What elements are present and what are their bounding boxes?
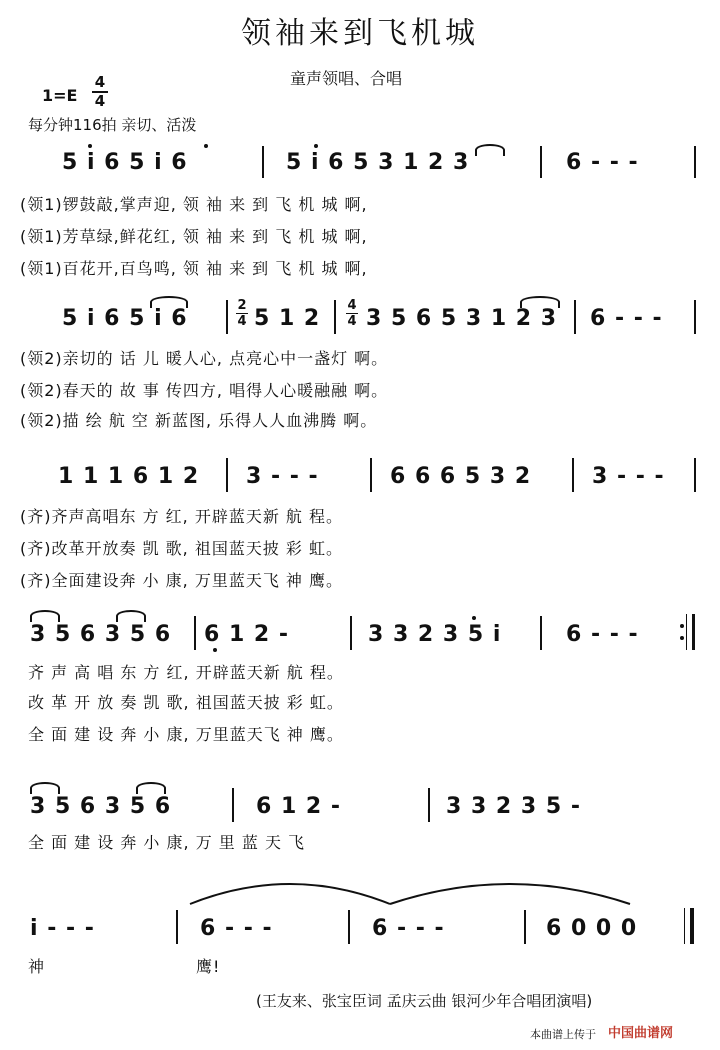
barline xyxy=(572,458,574,492)
lyric-line: 全 面 建 设 奔 小 康, 万里蓝天飞 神 鹰。 xyxy=(28,725,344,744)
barline xyxy=(524,910,526,944)
notes-measure: i - - - xyxy=(30,916,95,941)
notes-measure: 6 - - - xyxy=(200,916,273,941)
barline xyxy=(574,300,576,334)
time-change-4-4: 4 4 xyxy=(347,298,357,329)
repeat-dot xyxy=(680,624,684,628)
barline xyxy=(370,458,372,492)
notes-measure: 6 1 2 - xyxy=(256,794,342,819)
repeat-barline-thick xyxy=(692,614,695,650)
notes-measure: 6 6 6 5 3 2 xyxy=(390,464,532,489)
slur-arc xyxy=(190,884,390,904)
barline xyxy=(232,788,234,822)
time-change-2-4: 2 4 xyxy=(237,298,247,329)
tie-arc xyxy=(520,296,560,308)
lyric-line: (齐)齐声高唱东 方 红, 开辟蓝天新 航 程。 xyxy=(20,507,344,526)
barline xyxy=(262,146,264,178)
lyric-line: (领1)百花开,百鸟鸣, 领 袖 来 到 飞 机 城 啊, xyxy=(20,259,368,278)
time-signature xyxy=(92,74,108,110)
barline xyxy=(540,146,542,178)
song-title: 领袖来到飞机城 xyxy=(241,16,479,51)
barline xyxy=(194,616,196,650)
slur-arcs xyxy=(180,868,650,908)
barline xyxy=(226,458,228,492)
tie-arc xyxy=(136,782,166,794)
lyric-line: (齐)全面建设奔 小 康, 万里蓝天飞 神 鹰。 xyxy=(20,571,344,590)
notes-measure: 3 - - - xyxy=(246,464,319,489)
barline xyxy=(350,616,352,650)
credits: (王友来、张宝臣词 孟庆云曲 银河少年合唱团演唱) xyxy=(256,992,593,1010)
notes-measure: 3 5 6 5 3 1 2 3 xyxy=(366,306,558,331)
notes-measure: 6 - - - xyxy=(566,150,639,175)
notes-measure: 6 - - - xyxy=(372,916,445,941)
repeat-barline-thin xyxy=(686,614,687,650)
barline xyxy=(694,458,696,492)
octave-dot xyxy=(213,648,217,652)
performance-note: 童声领唱、合唱 xyxy=(290,69,403,88)
octave-dot xyxy=(472,616,476,620)
notes-measure: 3 - - - xyxy=(592,464,665,489)
lyric-line: (领1)芳草绿,鲜花红, 领 袖 来 到 飞 机 城 啊, xyxy=(20,227,368,246)
notes-measure: 6 - - - xyxy=(566,622,639,647)
barline xyxy=(226,300,228,334)
key-signature: 1=E xyxy=(42,86,78,105)
notes-measure: 1 1 1 6 1 2 xyxy=(58,464,200,489)
notes-measure: 5 i 6 5 3 1 2 3 xyxy=(286,150,470,175)
lyric-line: 全 面 建 设 奔 小 康, 万 里 蓝 天 飞 xyxy=(28,833,306,852)
notes-measure: 5 i 6 5 i 6 xyxy=(62,150,188,175)
lyric-line: (领1)锣鼓敲,掌声迎, 领 袖 来 到 飞 机 城 啊, xyxy=(20,195,368,214)
lyric-line: 改 革 开 放 奏 凯 歌, 祖国蓝天披 彩 虹。 xyxy=(28,693,344,712)
slur-arc xyxy=(390,884,630,904)
notes-measure: 3 3 2 3 5 i xyxy=(368,622,502,647)
notes-measure: 3 5 6 3 5 6 xyxy=(30,794,172,819)
octave-dot xyxy=(204,144,208,148)
lyric-line: (领2)描 绘 航 空 新蓝图, 乐得人人血沸腾 啊。 xyxy=(20,411,378,430)
tie-arc xyxy=(150,296,188,308)
barline xyxy=(540,616,542,650)
time-sig-top: 4 xyxy=(94,73,106,91)
notes-measure: 6 0 0 0 xyxy=(546,916,638,941)
tie-arc xyxy=(30,782,60,794)
barline xyxy=(334,300,336,334)
barline xyxy=(348,910,350,944)
notes-measure: 3 3 2 3 5 - xyxy=(446,794,581,819)
final-barline-thin xyxy=(684,908,685,944)
tie-arc xyxy=(30,610,60,622)
lyric-line: (齐)改革开放奏 凯 歌, 祖国蓝天披 彩 虹。 xyxy=(20,539,344,558)
tie-arc xyxy=(116,610,146,622)
notes-measure: 5 1 2 xyxy=(254,306,321,331)
notes-measure: 6 - - - xyxy=(590,306,663,331)
lyric-line: (领2)亲切的 话 儿 暖人心, 点亮心中一盏灯 啊。 xyxy=(20,349,389,368)
repeat-dot xyxy=(680,636,684,640)
upload-note: 本曲谱上传于 xyxy=(530,1028,596,1041)
lyric-line: (领2)春天的 故 事 传四方, 唱得人心暖融融 啊。 xyxy=(20,381,389,400)
tempo-marking: 每分钟116拍 亲切、活泼 xyxy=(28,116,197,134)
notes-measure: 6 1 2 - xyxy=(204,622,290,647)
barline xyxy=(176,910,178,944)
site-logo: 中国曲谱网 xyxy=(608,1026,674,1041)
notes-measure: 3 5 6 3 5 6 xyxy=(30,622,172,647)
lyric-word: 神 xyxy=(28,957,46,976)
octave-dot xyxy=(314,144,318,148)
barline xyxy=(694,146,696,178)
octave-dot xyxy=(88,144,92,148)
time-sig-bottom: 4 xyxy=(94,92,106,110)
notes-measure: 5 i 6 5 i 6 xyxy=(62,306,188,331)
barline xyxy=(694,300,696,334)
lyric-word: 鹰! xyxy=(196,957,221,976)
barline xyxy=(428,788,430,822)
tie-arc xyxy=(475,144,505,156)
lyric-line: 齐 声 高 唱 东 方 红, 开辟蓝天新 航 程。 xyxy=(28,663,344,682)
final-barline-thick xyxy=(690,908,694,944)
